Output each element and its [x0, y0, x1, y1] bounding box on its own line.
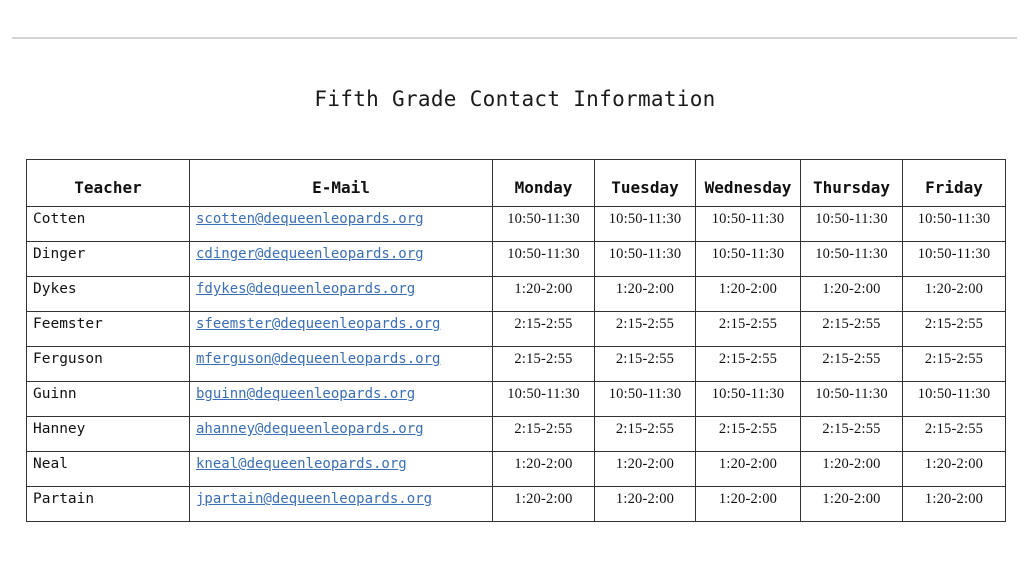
monday-time: 10:50-11:30: [493, 382, 595, 417]
monday-time: 1:20-2:00: [493, 487, 595, 522]
tuesday-time: 2:15-2:55: [595, 417, 696, 452]
table-row: [27, 417, 1006, 452]
table-row: [27, 242, 1006, 277]
email-link[interactable]: mferguson@dequeenleopards.org: [196, 351, 441, 367]
teacher-name: Dykes: [27, 277, 190, 312]
friday-time: 10:50-11:30: [903, 242, 1006, 277]
table-row: [27, 312, 1006, 347]
wednesday-time: 10:50-11:30: [696, 207, 801, 242]
email-link[interactable]: kneal@dequeenleopards.org: [196, 456, 407, 472]
thursday-time: 2:15-2:55: [801, 417, 903, 452]
thursday-time: 2:15-2:55: [801, 312, 903, 347]
friday-time: 1:20-2:00: [903, 487, 1006, 522]
email-link[interactable]: ahanney@dequeenleopards.org: [196, 421, 424, 437]
header-monday: Monday: [493, 160, 595, 207]
tuesday-time: 1:20-2:00: [595, 452, 696, 487]
monday-time: 1:20-2:00: [493, 452, 595, 487]
email-link[interactable]: scotten@dequeenleopards.org: [196, 211, 424, 227]
email-link[interactable]: cdinger@dequeenleopards.org: [196, 246, 424, 262]
table-row: [27, 452, 1006, 487]
monday-time: 2:15-2:55: [493, 347, 595, 382]
email-link[interactable]: fdykes@dequeenleopards.org: [196, 281, 416, 297]
friday-time: 10:50-11:30: [903, 207, 1006, 242]
teacher-name: Cotten: [27, 207, 190, 242]
wednesday-time: 2:15-2:55: [696, 347, 801, 382]
wednesday-time: 1:20-2:00: [696, 487, 801, 522]
table-row: [27, 487, 1006, 522]
thursday-time: 10:50-11:30: [801, 207, 903, 242]
thursday-time: 1:20-2:00: [801, 277, 903, 312]
table-row: [27, 207, 1006, 242]
header-friday: Friday: [903, 160, 1006, 207]
tuesday-time: 1:20-2:00: [595, 277, 696, 312]
thursday-time: 10:50-11:30: [801, 382, 903, 417]
friday-time: 2:15-2:55: [903, 417, 1006, 452]
header-thursday: Thursday: [801, 160, 903, 207]
tuesday-time: 10:50-11:30: [595, 207, 696, 242]
wednesday-time: 10:50-11:30: [696, 382, 801, 417]
tuesday-time: 10:50-11:30: [595, 242, 696, 277]
thursday-time: 2:15-2:55: [801, 347, 903, 382]
header-tuesday: Tuesday: [595, 160, 696, 207]
friday-time: 2:15-2:55: [903, 312, 1006, 347]
table-row: [27, 277, 1006, 312]
teacher-name: Ferguson: [27, 347, 190, 382]
top-divider: [12, 37, 1017, 39]
tuesday-time: 1:20-2:00: [595, 487, 696, 522]
page-title: Fifth Grade Contact Information: [314, 87, 716, 111]
contact-table: [26, 159, 1006, 522]
wednesday-time: 2:15-2:55: [696, 312, 801, 347]
thursday-time: 1:20-2:00: [801, 487, 903, 522]
tuesday-time: 2:15-2:55: [595, 347, 696, 382]
friday-time: 1:20-2:00: [903, 452, 1006, 487]
tuesday-time: 2:15-2:55: [595, 312, 696, 347]
teacher-name: Neal: [27, 452, 190, 487]
email-link[interactable]: jpartain@dequeenleopards.org: [196, 491, 433, 507]
teacher-name: Hanney: [27, 417, 190, 452]
monday-time: 2:15-2:55: [493, 417, 595, 452]
thursday-time: 1:20-2:00: [801, 452, 903, 487]
teacher-name: Guinn: [27, 382, 190, 417]
header-row: [27, 160, 1006, 207]
wednesday-time: 2:15-2:55: [696, 417, 801, 452]
monday-time: 1:20-2:00: [493, 277, 595, 312]
header-email: E-Mail: [190, 160, 493, 207]
wednesday-time: 10:50-11:30: [696, 242, 801, 277]
email-link[interactable]: sfeemster@dequeenleopards.org: [196, 316, 441, 332]
teacher-name: Feemster: [27, 312, 190, 347]
friday-time: 2:15-2:55: [903, 347, 1006, 382]
wednesday-time: 1:20-2:00: [696, 452, 801, 487]
email-link[interactable]: bguinn@dequeenleopards.org: [196, 386, 416, 402]
thursday-time: 10:50-11:30: [801, 242, 903, 277]
tuesday-time: 10:50-11:30: [595, 382, 696, 417]
table-row: [27, 382, 1006, 417]
monday-time: 10:50-11:30: [493, 242, 595, 277]
teacher-name: Partain: [27, 487, 190, 522]
friday-time: 1:20-2:00: [903, 277, 1006, 312]
table-row: [27, 347, 1006, 382]
monday-time: 10:50-11:30: [493, 207, 595, 242]
friday-time: 10:50-11:30: [903, 382, 1006, 417]
header-wednesday: Wednesday: [696, 160, 801, 207]
monday-time: 2:15-2:55: [493, 312, 595, 347]
header-teacher: Teacher: [27, 160, 190, 207]
wednesday-time: 1:20-2:00: [696, 277, 801, 312]
teacher-name: Dinger: [27, 242, 190, 277]
